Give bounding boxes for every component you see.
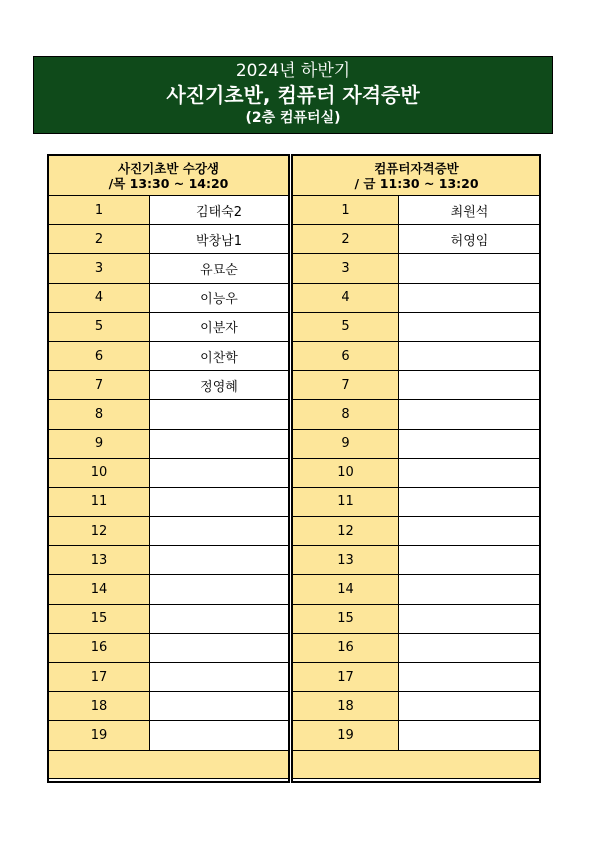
table-row (293, 225, 541, 254)
row-number: 3 (293, 254, 399, 283)
table-row (293, 546, 541, 575)
student-name (150, 692, 289, 721)
table-row (293, 633, 541, 662)
row-number: 13 (49, 546, 150, 575)
row-number: 2 (49, 225, 150, 254)
student-name: 박창남1 (150, 225, 289, 254)
student-name (399, 517, 541, 546)
table-row (49, 400, 289, 429)
class-schedule: /목 13:30 ~ 14:20 (108, 175, 229, 191)
table-row (49, 575, 289, 604)
student-name (150, 487, 289, 516)
student-name (399, 371, 541, 400)
student-name (150, 458, 289, 487)
student-name (399, 487, 541, 516)
student-name (150, 575, 289, 604)
row-number: 13 (293, 546, 399, 575)
student-name (150, 721, 289, 750)
banner-classes: 사진기초반, 컴퓨터 자격증반 (166, 83, 420, 107)
student-name (399, 458, 541, 487)
row-number: 6 (293, 341, 399, 370)
student-name (399, 400, 541, 429)
banner-location: (2층 컴퓨터실) (245, 110, 341, 126)
student-name: 최원석 (399, 196, 541, 225)
row-number: 19 (293, 721, 399, 750)
row-number: 17 (49, 663, 150, 692)
table-row (293, 604, 541, 633)
student-name (399, 312, 541, 341)
table-row (49, 458, 289, 487)
row-number: 19 (49, 721, 150, 750)
table-row (49, 225, 289, 254)
table-row (49, 283, 289, 312)
row-number: 2 (293, 225, 399, 254)
student-name: 허영임 (399, 225, 541, 254)
table-row (49, 663, 289, 692)
table-row (49, 254, 289, 283)
table-row (49, 633, 289, 662)
table-row (49, 312, 289, 341)
row-number: 10 (293, 458, 399, 487)
row-number: 6 (49, 341, 150, 370)
table-row (49, 546, 289, 575)
student-name (399, 575, 541, 604)
table-row (293, 517, 541, 546)
right-roster-table (292, 155, 541, 779)
row-number: 11 (293, 487, 399, 516)
student-name (150, 546, 289, 575)
table-row (293, 487, 541, 516)
student-name (399, 429, 541, 458)
row-number: 18 (293, 692, 399, 721)
row-number: 5 (49, 312, 150, 341)
table-row (293, 312, 541, 341)
table-row (293, 196, 541, 225)
table-row (49, 341, 289, 370)
row-number: 15 (49, 604, 150, 633)
table-row (293, 341, 541, 370)
student-name (399, 341, 541, 370)
table-footer-row (293, 750, 541, 778)
student-name (150, 400, 289, 429)
student-name (150, 663, 289, 692)
row-number: 11 (49, 487, 150, 516)
banner-year: 2024년 하반기 (235, 61, 351, 81)
student-name: 김태숙2 (150, 196, 289, 225)
row-number: 9 (293, 429, 399, 458)
table-row (49, 604, 289, 633)
table-row (293, 283, 541, 312)
row-number: 5 (293, 312, 399, 341)
table-header-row (49, 156, 289, 196)
table-footer-cell (293, 750, 541, 778)
table-header-row (293, 156, 541, 196)
table-row (49, 196, 289, 225)
student-name (399, 692, 541, 721)
student-name (150, 604, 289, 633)
row-number: 12 (293, 517, 399, 546)
class-title: 사진기초반 수강생 (118, 160, 219, 176)
table-header-cell (293, 156, 541, 196)
table-row (49, 692, 289, 721)
table-row (293, 254, 541, 283)
row-number: 17 (293, 663, 399, 692)
table-row (49, 429, 289, 458)
class-schedule: / 금 11:30 ~ 13:20 (354, 175, 479, 191)
row-number: 16 (293, 633, 399, 662)
row-number: 14 (49, 575, 150, 604)
row-number: 8 (293, 400, 399, 429)
table-row (293, 429, 541, 458)
table-footer-row (49, 750, 289, 778)
title-banner (33, 56, 553, 134)
row-number: 15 (293, 604, 399, 633)
table-row (49, 517, 289, 546)
table-row (49, 371, 289, 400)
student-name (399, 604, 541, 633)
row-number: 4 (293, 283, 399, 312)
table-row (293, 663, 541, 692)
row-number: 16 (49, 633, 150, 662)
row-number: 1 (49, 196, 150, 225)
row-number: 7 (49, 371, 150, 400)
row-number: 4 (49, 283, 150, 312)
row-number: 8 (49, 400, 150, 429)
student-name (399, 283, 541, 312)
student-name: 이능우 (150, 283, 289, 312)
student-name (399, 663, 541, 692)
student-name (399, 254, 541, 283)
student-name: 이찬학 (150, 341, 289, 370)
table-row (293, 721, 541, 750)
row-number: 12 (49, 517, 150, 546)
student-name (399, 633, 541, 662)
left-roster-table (48, 155, 289, 779)
table-row (293, 458, 541, 487)
student-name: 이분자 (150, 312, 289, 341)
table-row (293, 371, 541, 400)
row-number: 9 (49, 429, 150, 458)
student-name (399, 721, 541, 750)
row-number: 7 (293, 371, 399, 400)
table-footer-cell (49, 750, 289, 778)
student-name (150, 429, 289, 458)
table-row (49, 487, 289, 516)
student-name (399, 546, 541, 575)
class-title: 컴퓨터자격증반 (374, 160, 459, 176)
row-number: 10 (49, 458, 150, 487)
table-row (293, 692, 541, 721)
row-number: 18 (49, 692, 150, 721)
row-number: 1 (293, 196, 399, 225)
table-row (49, 721, 289, 750)
table-row (293, 575, 541, 604)
table-row (293, 400, 541, 429)
student-name (150, 517, 289, 546)
table-header-cell (49, 156, 289, 196)
student-name: 정영혜 (150, 371, 289, 400)
row-number: 3 (49, 254, 150, 283)
student-name (150, 633, 289, 662)
student-name: 유묘순 (150, 254, 289, 283)
row-number: 14 (293, 575, 399, 604)
